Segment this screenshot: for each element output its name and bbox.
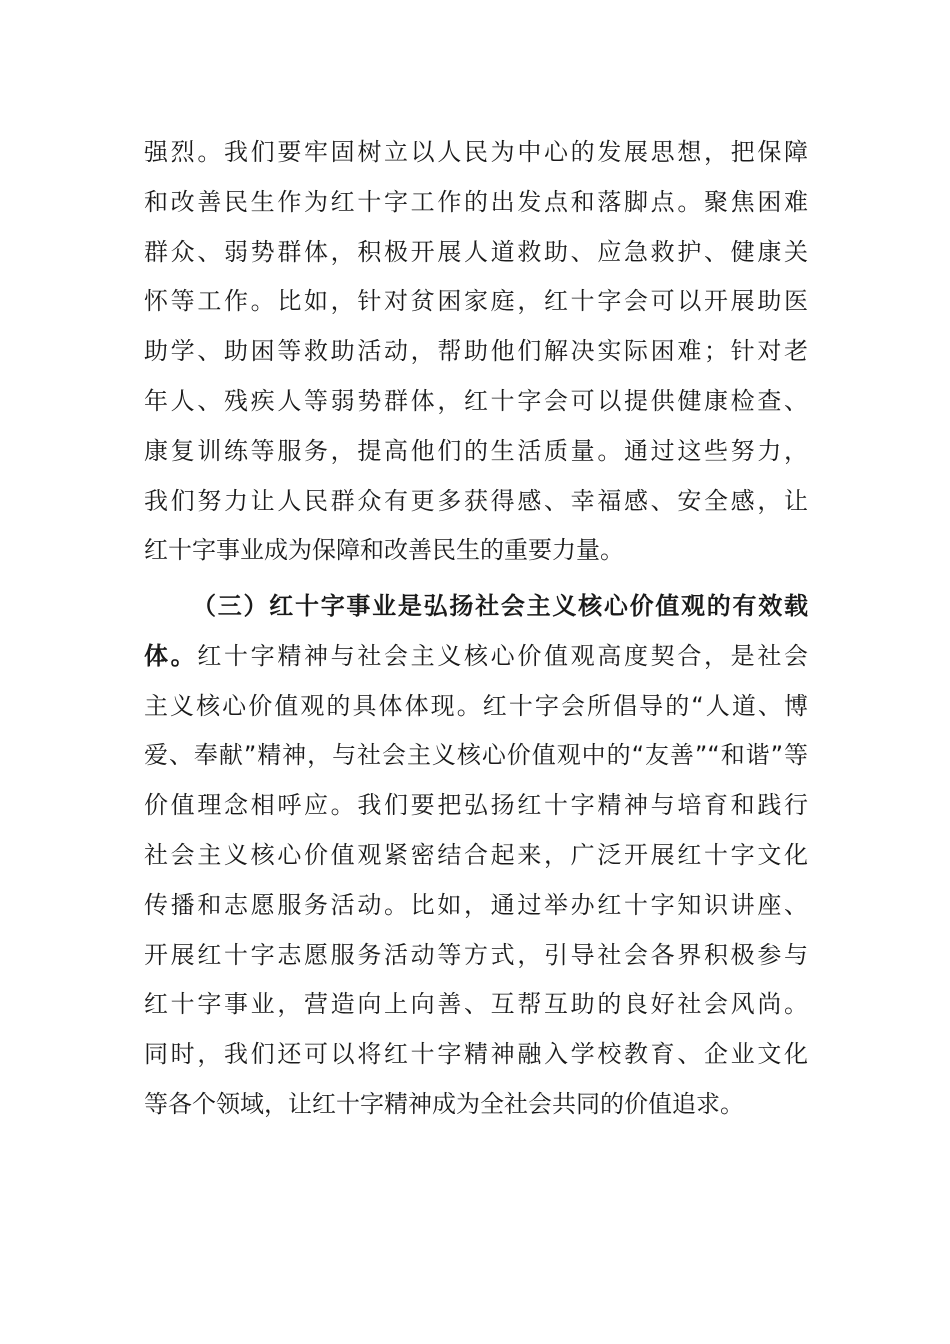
paragraph-1-line: 群众、弱势群体，积极开展人道救助、应急救护、健康关 xyxy=(144,237,808,266)
paragraph-2-line: 主义核心价值观的具体体现。红十字会所倡导的“人道、博 xyxy=(144,691,808,720)
paragraph-2-line: 社会主义核心价值观紧密结合起来，广泛开展红十字文化 xyxy=(144,840,808,869)
paragraph-1-line: 我们努力让人民群众有更多获得感、幸福感、安全感，让 xyxy=(144,486,808,515)
paragraph-2 xyxy=(144,582,808,1130)
paragraph-2-line: 等各个领域，让红十字精神成为全社会共同的价值追求。 xyxy=(144,1089,744,1118)
paragraph-2-line: 开展红十字志愿服务活动等方式，引导社会各界积极参与 xyxy=(144,940,808,969)
section-heading-end: 体。 xyxy=(144,641,198,670)
paragraph-2-line: 同时，我们还可以将红十字精神融入学校教育、企业文化 xyxy=(144,1040,808,1069)
paragraph-1-line: 和改善民生作为红十字工作的出发点和落脚点。聚焦困难 xyxy=(144,187,808,216)
paragraph-2-line xyxy=(144,632,808,682)
paragraph-1-line: 年人、残疾人等弱势群体，红十字会可以提供健康检查、 xyxy=(144,386,808,415)
paragraph-1-line: 康复训练等服务，提高他们的生活质量。通过这些努力， xyxy=(144,436,808,465)
paragraph-1-line: 怀等工作。比如，针对贫困家庭，红十字会可以开展助医 xyxy=(144,287,808,316)
paragraph-1-line: 红十字事业成为保障和改善民生的重要力量。 xyxy=(144,536,624,565)
paragraph-2-line-text: 红十字精神与社会主义核心价值观高度契合，是社会 xyxy=(197,641,808,670)
section-heading: （三）红十字事业是弘扬社会主义核心价值观的有效载 xyxy=(192,592,808,620)
paragraph-2-line: 价值理念相呼应。我们要把弘扬红十字精神与培育和践行 xyxy=(144,791,808,820)
paragraph-1-line: 强烈。我们要牢固树立以人民为中心的发展思想，把保障 xyxy=(144,138,808,166)
paragraph-2-line: 传播和志愿服务活动。比如，通过举办红十字知识讲座、 xyxy=(144,890,808,919)
paragraph-2-line: 红十字事业，营造向上向善、互帮互助的良好社会风尚。 xyxy=(144,990,808,1019)
paragraph-1-line: 助学、助困等救助活动，帮助他们解决实际困难；针对老 xyxy=(144,337,808,366)
paragraph-1 xyxy=(144,128,808,576)
paragraph-2-line: 爱、奉献”精神，与社会主义核心价值观中的“友善”“和谐”等 xyxy=(144,741,808,770)
